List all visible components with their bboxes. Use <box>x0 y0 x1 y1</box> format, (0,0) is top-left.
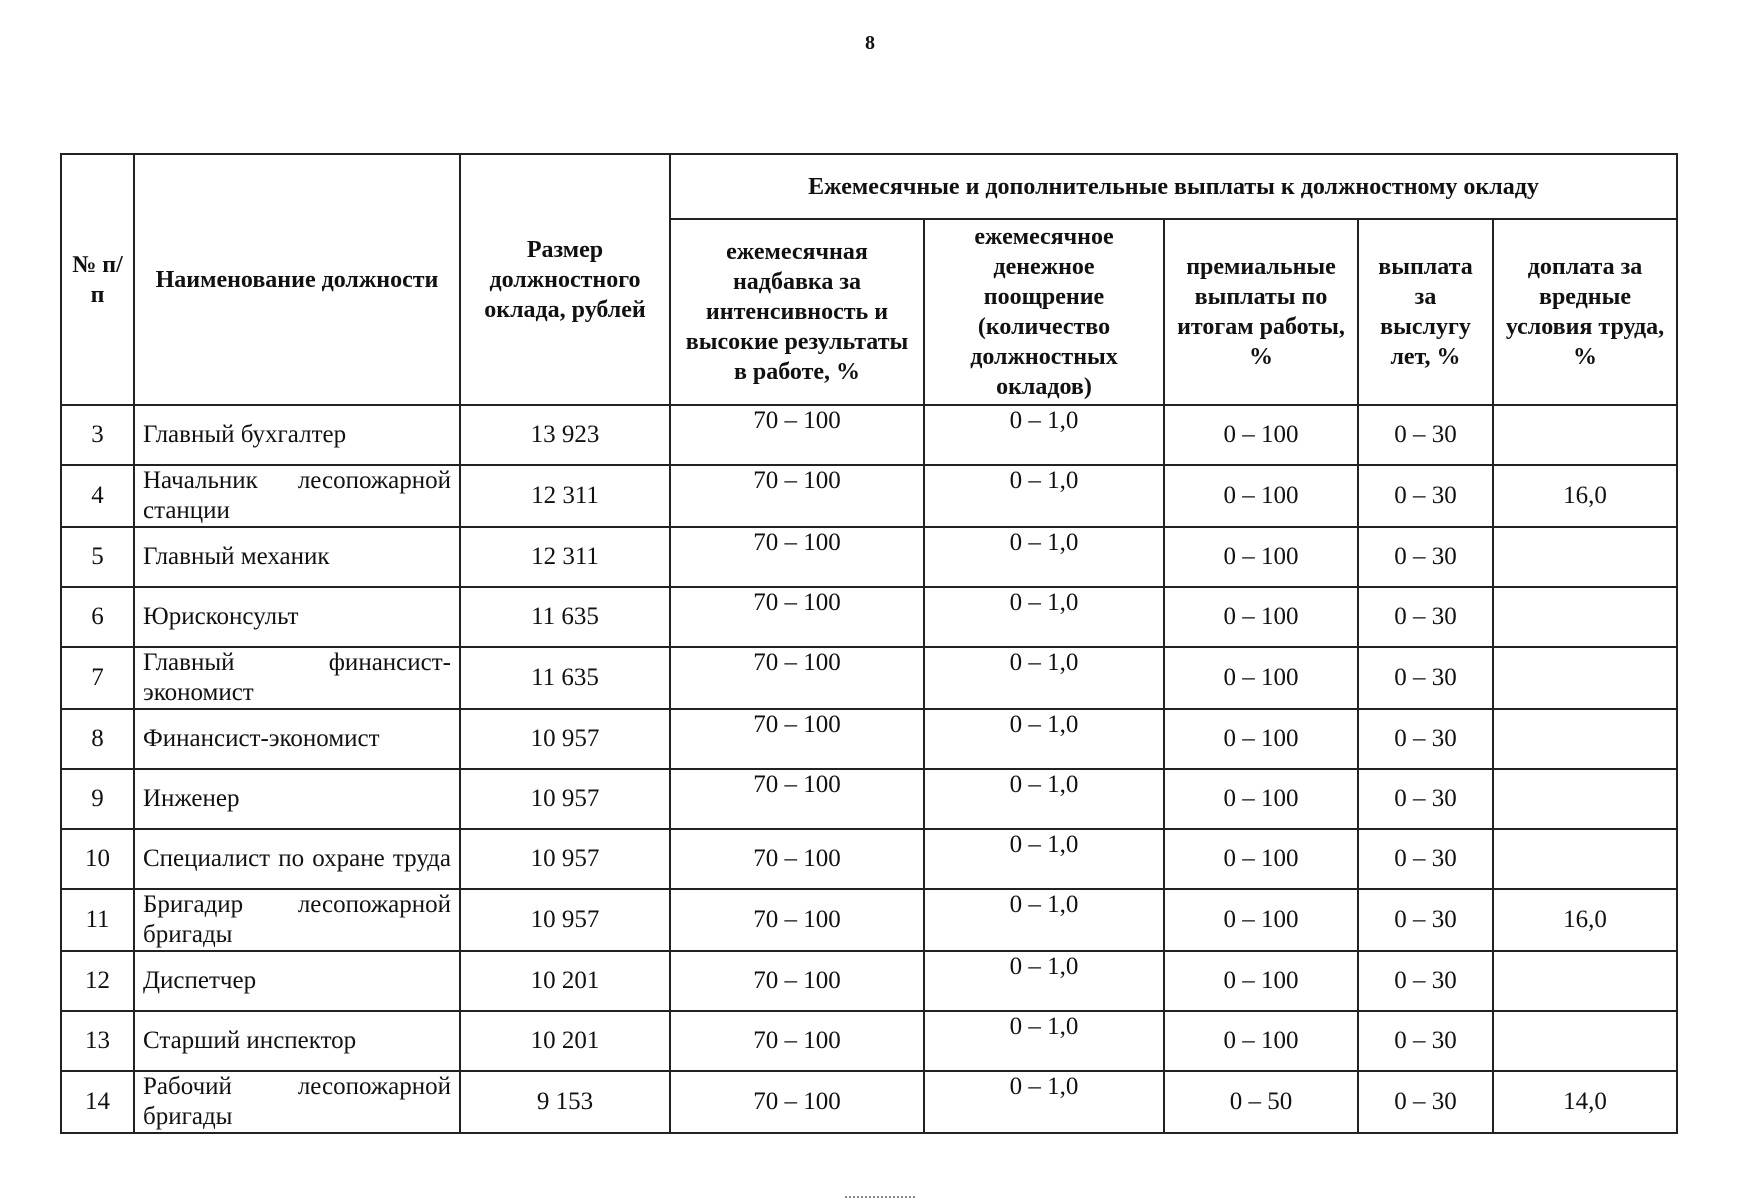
cell-hazard <box>1493 647 1677 709</box>
table-row <box>61 647 1677 709</box>
cell-hazard <box>1493 527 1677 587</box>
header-position: Наименование должности <box>134 154 460 405</box>
cell-position: Рабочий лесопожарной бригады <box>134 1071 460 1133</box>
cell-position: Бригадир лесопожарной бригады <box>134 889 460 951</box>
table-row <box>61 889 1677 951</box>
cell-salary: 10 201 <box>460 951 670 1011</box>
cell-salary: 11 635 <box>460 647 670 709</box>
cell-incentive: 0 – 1,0 <box>924 647 1164 709</box>
header-hazard: доплата за вредные условия труда, % <box>1493 219 1677 405</box>
cell-position: Главный финансист-экономист <box>134 647 460 709</box>
cell-hazard <box>1493 405 1677 465</box>
header-salary: Размер должностного оклада, рублей <box>460 154 670 405</box>
cell-num: 9 <box>61 769 134 829</box>
cell-hazard <box>1493 709 1677 769</box>
cell-incentive: 0 – 1,0 <box>924 527 1164 587</box>
cell-hazard <box>1493 829 1677 889</box>
cell-num: 7 <box>61 647 134 709</box>
page-footer-divider <box>845 1196 915 1200</box>
salary-table <box>60 153 1678 1134</box>
cell-intensity: 70 – 100 <box>670 465 924 527</box>
cell-bonus: 0 – 100 <box>1164 951 1358 1011</box>
cell-hazard: 16,0 <box>1493 889 1677 951</box>
cell-intensity: 70 – 100 <box>670 1011 924 1071</box>
cell-intensity: 70 – 100 <box>670 405 924 465</box>
cell-salary: 10 201 <box>460 1011 670 1071</box>
cell-num: 8 <box>61 709 134 769</box>
cell-intensity: 70 – 100 <box>670 587 924 647</box>
cell-hazard <box>1493 769 1677 829</box>
cell-bonus: 0 – 50 <box>1164 1071 1358 1133</box>
cell-hazard <box>1493 1011 1677 1071</box>
cell-bonus: 0 – 100 <box>1164 829 1358 889</box>
cell-incentive: 0 – 1,0 <box>924 829 1164 889</box>
cell-hazard: 14,0 <box>1493 1071 1677 1133</box>
cell-intensity: 70 – 100 <box>670 709 924 769</box>
cell-seniority: 0 – 30 <box>1358 587 1493 647</box>
cell-bonus: 0 – 100 <box>1164 1011 1358 1071</box>
table-row <box>61 829 1677 889</box>
cell-bonus: 0 – 100 <box>1164 647 1358 709</box>
cell-position: Диспетчер <box>134 951 460 1011</box>
cell-seniority: 0 – 30 <box>1358 405 1493 465</box>
cell-seniority: 0 – 30 <box>1358 465 1493 527</box>
cell-num: 14 <box>61 1071 134 1133</box>
cell-bonus: 0 – 100 <box>1164 465 1358 527</box>
cell-incentive: 0 – 1,0 <box>924 1011 1164 1071</box>
cell-seniority: 0 – 30 <box>1358 829 1493 889</box>
cell-seniority: 0 – 30 <box>1358 769 1493 829</box>
cell-seniority: 0 – 30 <box>1358 889 1493 951</box>
cell-hazard: 16,0 <box>1493 465 1677 527</box>
cell-bonus: 0 – 100 <box>1164 769 1358 829</box>
cell-intensity: 70 – 100 <box>670 829 924 889</box>
table-row <box>61 527 1677 587</box>
header-payments-group: Ежемесячные и дополнительные выплаты к должностному окладу <box>670 154 1677 219</box>
cell-intensity: 70 – 100 <box>670 1071 924 1133</box>
cell-position: Старший инспектор <box>134 1011 460 1071</box>
table-row <box>61 709 1677 769</box>
table-row <box>61 405 1677 465</box>
header-bonus: премиальные выплаты по итогам работы, % <box>1164 219 1358 405</box>
cell-position: Финансист-экономист <box>134 709 460 769</box>
cell-seniority: 0 – 30 <box>1358 1011 1493 1071</box>
cell-salary: 12 311 <box>460 465 670 527</box>
cell-seniority: 0 – 30 <box>1358 951 1493 1011</box>
cell-position: Инженер <box>134 769 460 829</box>
cell-hazard <box>1493 587 1677 647</box>
cell-intensity: 70 – 100 <box>670 889 924 951</box>
cell-position: Начальник лесопожарной станции <box>134 465 460 527</box>
header-intensity: ежемесячная надбавка за интенсивность и высокие результаты в работе, % <box>670 219 924 405</box>
cell-position: Главный бухгалтер <box>134 405 460 465</box>
cell-intensity: 70 – 100 <box>670 527 924 587</box>
page-number: 8 <box>865 32 875 54</box>
cell-intensity: 70 – 100 <box>670 769 924 829</box>
cell-position: Специалист по охране труда <box>134 829 460 889</box>
cell-bonus: 0 – 100 <box>1164 587 1358 647</box>
cell-salary: 9 153 <box>460 1071 670 1133</box>
cell-num: 5 <box>61 527 134 587</box>
table-row <box>61 1011 1677 1071</box>
table-row <box>61 769 1677 829</box>
cell-incentive: 0 – 1,0 <box>924 465 1164 527</box>
cell-salary: 10 957 <box>460 889 670 951</box>
cell-num: 13 <box>61 1011 134 1071</box>
cell-position: Юрисконсульт <box>134 587 460 647</box>
cell-num: 4 <box>61 465 134 527</box>
cell-incentive: 0 – 1,0 <box>924 405 1164 465</box>
table-row <box>61 465 1677 527</box>
cell-num: 11 <box>61 889 134 951</box>
cell-bonus: 0 – 100 <box>1164 889 1358 951</box>
cell-salary: 12 311 <box>460 527 670 587</box>
cell-salary: 11 635 <box>460 587 670 647</box>
header-num: № п/п <box>61 154 134 405</box>
cell-incentive: 0 – 1,0 <box>924 1071 1164 1133</box>
cell-hazard <box>1493 951 1677 1011</box>
table-row <box>61 951 1677 1011</box>
cell-salary: 10 957 <box>460 829 670 889</box>
cell-seniority: 0 – 30 <box>1358 709 1493 769</box>
cell-incentive: 0 – 1,0 <box>924 769 1164 829</box>
cell-incentive: 0 – 1,0 <box>924 889 1164 951</box>
cell-intensity: 70 – 100 <box>670 647 924 709</box>
header-incentive: ежемесячное денежное поощрение (количество должностных окладов) <box>924 219 1164 405</box>
cell-num: 12 <box>61 951 134 1011</box>
cell-seniority: 0 – 30 <box>1358 1071 1493 1133</box>
cell-bonus: 0 – 100 <box>1164 527 1358 587</box>
cell-salary: 13 923 <box>460 405 670 465</box>
cell-num: 6 <box>61 587 134 647</box>
cell-intensity: 70 – 100 <box>670 951 924 1011</box>
cell-num: 10 <box>61 829 134 889</box>
cell-bonus: 0 – 100 <box>1164 405 1358 465</box>
cell-bonus: 0 – 100 <box>1164 709 1358 769</box>
cell-incentive: 0 – 1,0 <box>924 587 1164 647</box>
cell-incentive: 0 – 1,0 <box>924 951 1164 1011</box>
cell-salary: 10 957 <box>460 709 670 769</box>
header-seniority: выплата за выслугу лет, % <box>1358 219 1493 405</box>
cell-seniority: 0 – 30 <box>1358 527 1493 587</box>
table-row <box>61 1071 1677 1133</box>
cell-incentive: 0 – 1,0 <box>924 709 1164 769</box>
cell-num: 3 <box>61 405 134 465</box>
cell-seniority: 0 – 30 <box>1358 647 1493 709</box>
header-row <box>61 154 1677 219</box>
cell-position: Главный механик <box>134 527 460 587</box>
table-row <box>61 587 1677 647</box>
cell-salary: 10 957 <box>460 769 670 829</box>
